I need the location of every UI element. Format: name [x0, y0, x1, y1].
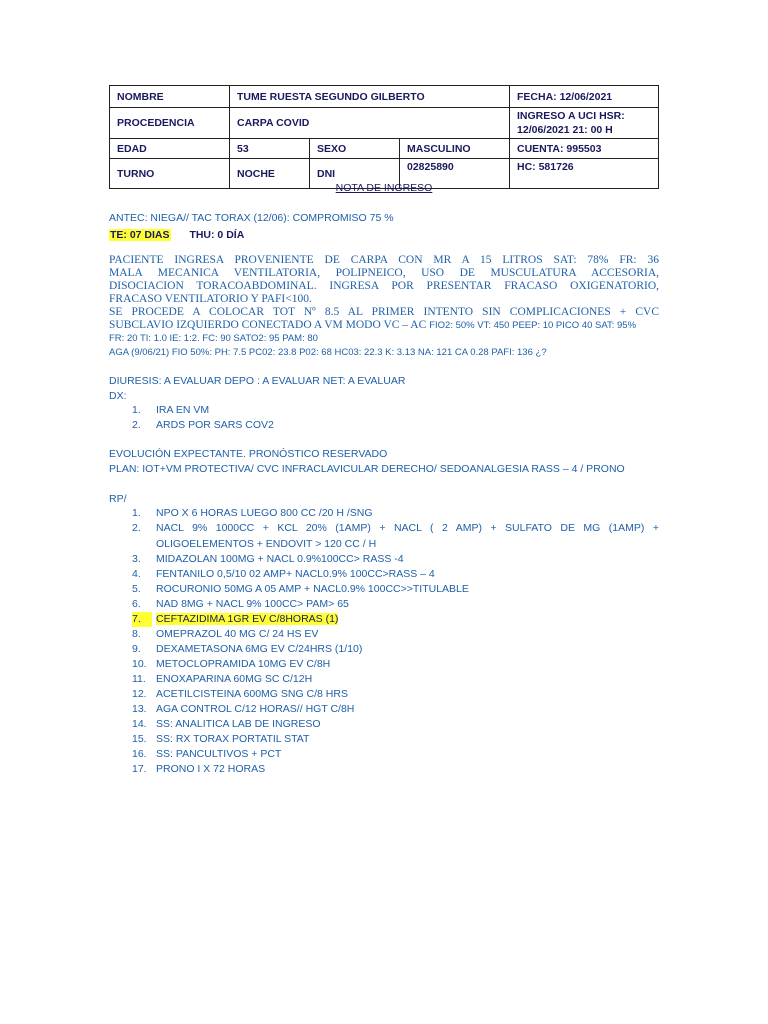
plan: PLAN: IOT+VM PROTECTIVA/ CVC INFRACLAVICULAR DERECHO/ SEDOANALGESIA RASS – 4 / PRONO: [109, 463, 625, 475]
list-item: 3. MIDAZOLAN 100MG + NACL 0.9%100CC> RASS -4: [132, 553, 404, 565]
list-item: 5. ROCURONIO 50MG A 05 AMP + NACL0.9% 100CC>>TITULABLE: [132, 583, 469, 595]
narrative-line-2: MALA MECANICA VENTILATORIA, POLIPNEICO, USO DE MUSCULATURA ACCESORIA,: [109, 267, 659, 279]
dni: 02825890: [400, 159, 510, 189]
sexo-label: SEXO: [310, 139, 400, 159]
te-thu-row: [109, 229, 659, 241]
turno: NOCHE: [230, 159, 310, 189]
edad: 53: [230, 139, 310, 159]
thu: THU: 0 DÍA: [189, 229, 245, 241]
narrative-line-1: PACIENTE INGRESA PROVENIENTE DE CARPA CON MR A 15 LITROS SAT: 78% FR: 36: [109, 254, 659, 266]
cuenta: CUENTA: 995503: [510, 139, 659, 159]
list-item: 14. SS: ANALITICA LAB DE INGRESO: [132, 718, 321, 730]
fecha: FECHA: 12/06/2021: [510, 86, 659, 108]
ingreso-uci: [510, 108, 659, 139]
procedencia-label: PROCEDENCIA: [110, 108, 230, 139]
list-item: 1. IRA EN VM: [132, 404, 210, 416]
edad-label: EDAD: [110, 139, 230, 159]
list-item: 2. NACL 9% 1000CC + KCL 20% (1AMP) + NACL ( 2 AMP) + SULFATO DE MG (1AMP) + OLIGOELEMENTOS + ENDOVIT > 120 CC / H: [132, 522, 659, 550]
rp-label: RP/: [109, 493, 127, 505]
sexo: MASCULINO: [400, 139, 510, 159]
dx-label: DX:: [109, 390, 127, 402]
patient-name: TUME RUESTA SEGUNDO GILBERTO: [230, 86, 510, 108]
ingreso-line1: INGRESO A UCI HSR:: [517, 110, 625, 122]
historia-clinica: HC: 581726: [510, 159, 659, 189]
list-item: 17. PRONO I X 72 HORAS: [132, 763, 266, 775]
nombre-label: NOMBRE: [110, 86, 230, 108]
list-item: 8. OMEPRAZOL 40 MG C/ 24 HS EV: [132, 628, 319, 640]
narrative-line-4: FRACASO VENTILATORIO Y PAFI<100.: [109, 293, 312, 305]
narrative-line-3: DISOCIACION TORACOABDOMINAL. INGRESA POR PRESENTAR FRACASO OXIGENATORIO,: [109, 280, 659, 292]
aga-results: AGA (9/06/21) FIO 50%: PH: 7.5 PC02: 23.8 P02: 68 HC03: 22.3 K: 3.13 NA: 121 CA 0.28 PAFI: 136 ¿?: [109, 347, 547, 358]
narrative-line-5: SE PROCEDE A COLOCAR TOT Nº 8.5 AL PRIMER INTENTO SIN COMPLICACIONES + CVC: [109, 306, 659, 318]
antecedentes: ANTEC: NIEGA// TAC TORAX (12/06): COMPROMISO 75 %: [109, 212, 394, 224]
narrative-line-6-row: [109, 319, 659, 332]
list-item: 11. ENOXAPARINA 60MG SC C/12H: [132, 673, 313, 685]
diuresis: DIURESIS: A EVALUAR DEPO : A EVALUAR NET: A EVALUAR: [109, 375, 406, 387]
rp-list: [109, 506, 659, 777]
list-item: 2. ARDS POR SARS COV2: [132, 419, 274, 431]
narrative-line-6: SUBCLAVIO IZQUIERDO CONECTADO A VM MODO VC – AC: [109, 319, 427, 331]
list-item: 15. SS: RX TORAX PORTATIL STAT: [132, 733, 310, 745]
list-item: 13. AGA CONTROL C/12 HORAS// HGT C/8H: [132, 703, 355, 715]
list-item: 1. NPO X 6 HORAS LUEGO 800 CC /20 H /SNG: [132, 507, 373, 519]
list-item: 9. DEXAMETASONA 6MG EV C/24HRS (1/10): [132, 643, 363, 655]
list-item: 10. METOCLOPRAMIDA 10MG EV C/8H: [132, 658, 331, 670]
note-title: NOTA DE INGRESO: [335, 182, 433, 194]
list-item: 4. FENTANILO 0,5/10 02 AMP+ NACL0.9% 100CC>RASS – 4: [132, 568, 435, 580]
procedencia: CARPA COVID: [230, 108, 510, 139]
dx-list: [109, 403, 659, 433]
te-highlight: TE: 07 DIAS: [110, 229, 170, 241]
patient-header-table: [109, 85, 659, 189]
list-item: 6. NAD 8MG + NACL 9% 100CC> PAM> 65: [132, 598, 349, 610]
dni-label: DNI: [310, 159, 400, 189]
evolucion: EVOLUCIÓN EXPECTANTE. PRONÓSTICO RESERVADO: [109, 448, 388, 460]
ingreso-line2: 12/06/2021 21: 00 H: [517, 124, 613, 136]
vm-params-2: FR: 20 TI: 1.0 IE: 1:2. FC: 90 SATO2: 95 PAM: 80: [109, 333, 318, 344]
turno-label: TURNO: [110, 159, 230, 189]
vm-params: FIO2: 50% VT: 450 PEEP: 10 PICO 40 SAT: 95%: [429, 320, 637, 331]
list-item: 16. SS: PANCULTIVOS + PCT: [132, 748, 282, 760]
list-item-highlighted: 7. CEFTAZIDIMA 1GR EV C/8HORAS (1): [132, 613, 339, 625]
list-item: 12. ACETILCISTEINA 600MG SNG C/8 HRS: [132, 688, 348, 700]
